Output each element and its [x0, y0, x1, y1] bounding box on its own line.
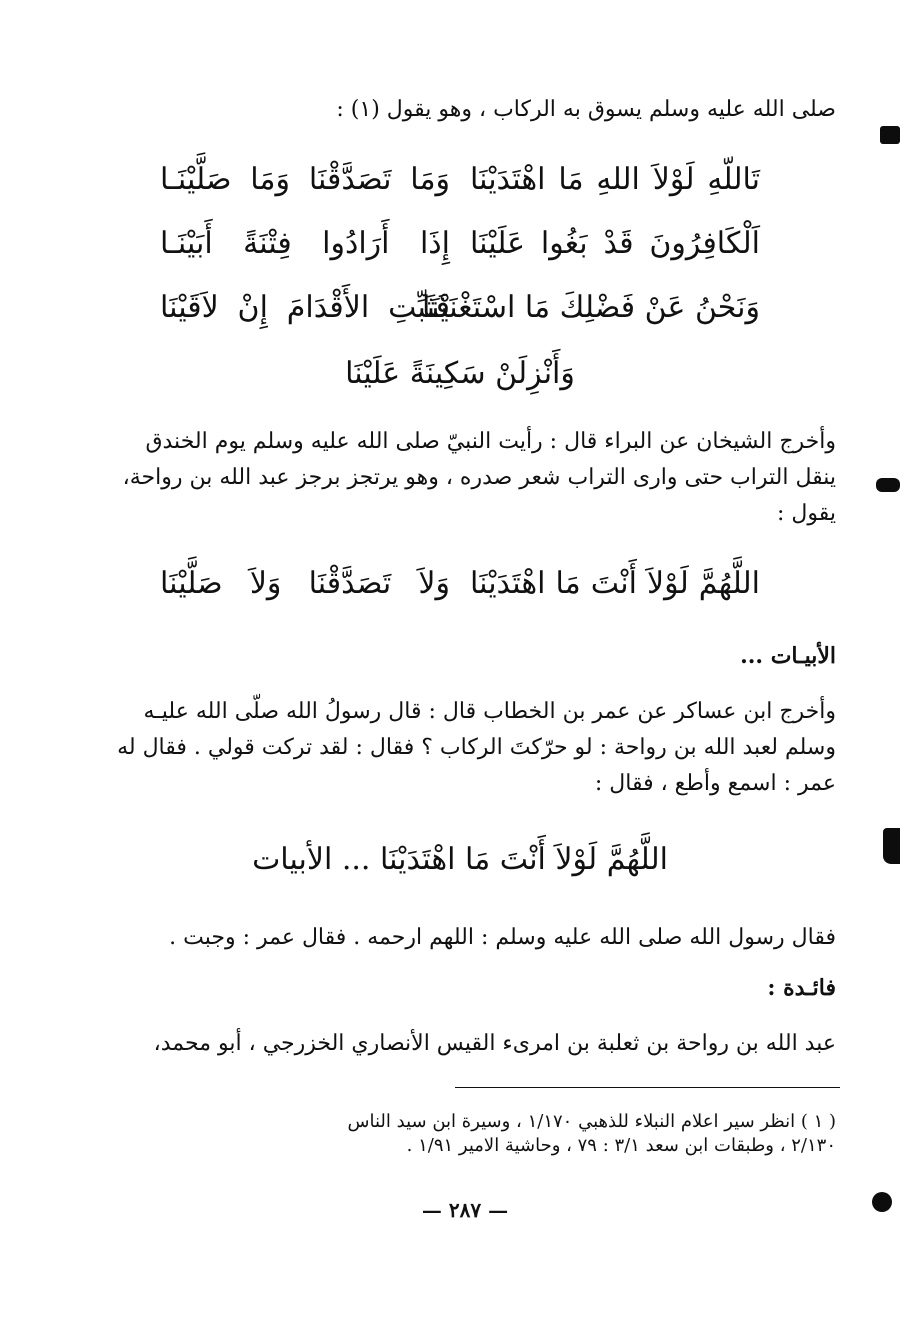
- poem-3-verse: اللَّهُمَّ لَوْلاَ أَنْتَ مَا اهْتَدَيْنَا ... الأبيات: [252, 842, 668, 877]
- page-number: — ٢٨٧ —: [421, 1198, 509, 1222]
- verse-3-second-hemistich: فَثَبِّتِ الأَقْدَامَ إِنْ لاَقَيْنَا: [160, 290, 450, 325]
- verse-3-first-hemistich: وَنَحْنُ عَنْ فَضْلِكَ مَا اسْتَغْنَيْنَا: [422, 290, 760, 325]
- intro-text: صلى الله عليه وسلم يسوق به الركاب ، وهو يقول (١) :: [336, 97, 836, 122]
- poem-1-verse-1: [160, 152, 760, 208]
- footnote-divider: [455, 1087, 840, 1088]
- footnote-line-1: ( ١ ) انظر سير اعلام النبلاء للذهبي ١/١٧٠ ، وسيرة ابن سيد الناس: [347, 1111, 836, 1132]
- poem-2-verse: [160, 556, 760, 612]
- paragraph-4-text: فقال رسول الله صلى الله عليه وسلم : اللهم ارحمه . فقال عمر : وجبت .: [169, 925, 836, 950]
- paragraph-2: [96, 424, 836, 532]
- poem-1-verse-2: [160, 216, 760, 272]
- paragraph-2-line-2: ينقل التراب حتى وارى التراب شعر صدره ، وهو يرتجز برجز عبد الله بن رواحة،: [122, 465, 836, 490]
- poem-1-closing-verse: وَأَنْزِلَنْ سَكِينَةً عَلَيْنَا: [345, 356, 575, 391]
- paragraph-3-line-2: وسلم لعبد الله بن رواحة : لو حرّكتَ الركاب ؟ فقال : لقد تركت قولي . فقال له: [117, 735, 836, 760]
- paragraph-3-line-1: وأخرج ابن عساكر عن عمر بن الخطاب قال : قال رسولُ الله صلّى الله عليـه: [143, 699, 836, 724]
- paragraph-4: [96, 920, 836, 956]
- poem-2-first-hemistich: اللَّهُمَّ لَوْلاَ أَنْتَ مَا اهْتَدَيْنَا: [470, 566, 760, 601]
- verse-2-first-hemistich: اَلْكَافِرُونَ قَدْ بَغُوا عَلَيْنَا: [470, 226, 760, 261]
- poem-1-verse-3: [160, 280, 760, 336]
- paragraph-5-text: عبد الله بن رواحة بن ثعلبة بن امرىء القيس الأنصاري الخزرجي ، أبو محمد،: [153, 1031, 836, 1056]
- scan-mark-bottom: [872, 1192, 892, 1212]
- paragraph-3: [96, 694, 836, 802]
- paragraph-2-line-3: يقول :: [776, 501, 836, 526]
- section-heading: فائـدة :: [767, 975, 836, 1001]
- verse-1-second-hemistich: وَمَا تَصَدَّقْنَا وَمَا صَلَّيْنَـا: [160, 162, 450, 197]
- paragraph-5: [96, 1026, 836, 1062]
- verse-2-second-hemistich: إِذَا أَرَادُوا فِتْنَةً أَبَيْنَـا: [160, 226, 450, 261]
- footnote: [96, 1110, 836, 1158]
- etc-label: الأبيـات ...: [740, 643, 836, 669]
- scan-mark-middle: [876, 478, 900, 492]
- poem-2-second-hemistich: وَلاَ تَصَدَّقْنَا وَلاَ صَلَّيْنَا: [160, 566, 450, 601]
- paragraph-3-line-3: عمر : اسمع وأطع ، فقال :: [594, 771, 836, 796]
- intro-line: [96, 92, 836, 128]
- paragraph-2-line-1: وأخرج الشيخان عن البراء قال : رأيت النبيّ صلى الله عليه وسلم يوم الخندق: [145, 429, 836, 454]
- scan-mark-top: [880, 126, 900, 144]
- scan-mark-lower: [883, 828, 900, 864]
- verse-1-first-hemistich: تَاللّهِ لَوْلاَ اللهِ مَا اهْتَدَيْنَا: [470, 162, 760, 197]
- footnote-line-2: ٢/١٣٠ ، وطبقات ابن سعد ٣/١ : ٧٩ ، وحاشية الامير ١/٩١ .: [406, 1135, 836, 1156]
